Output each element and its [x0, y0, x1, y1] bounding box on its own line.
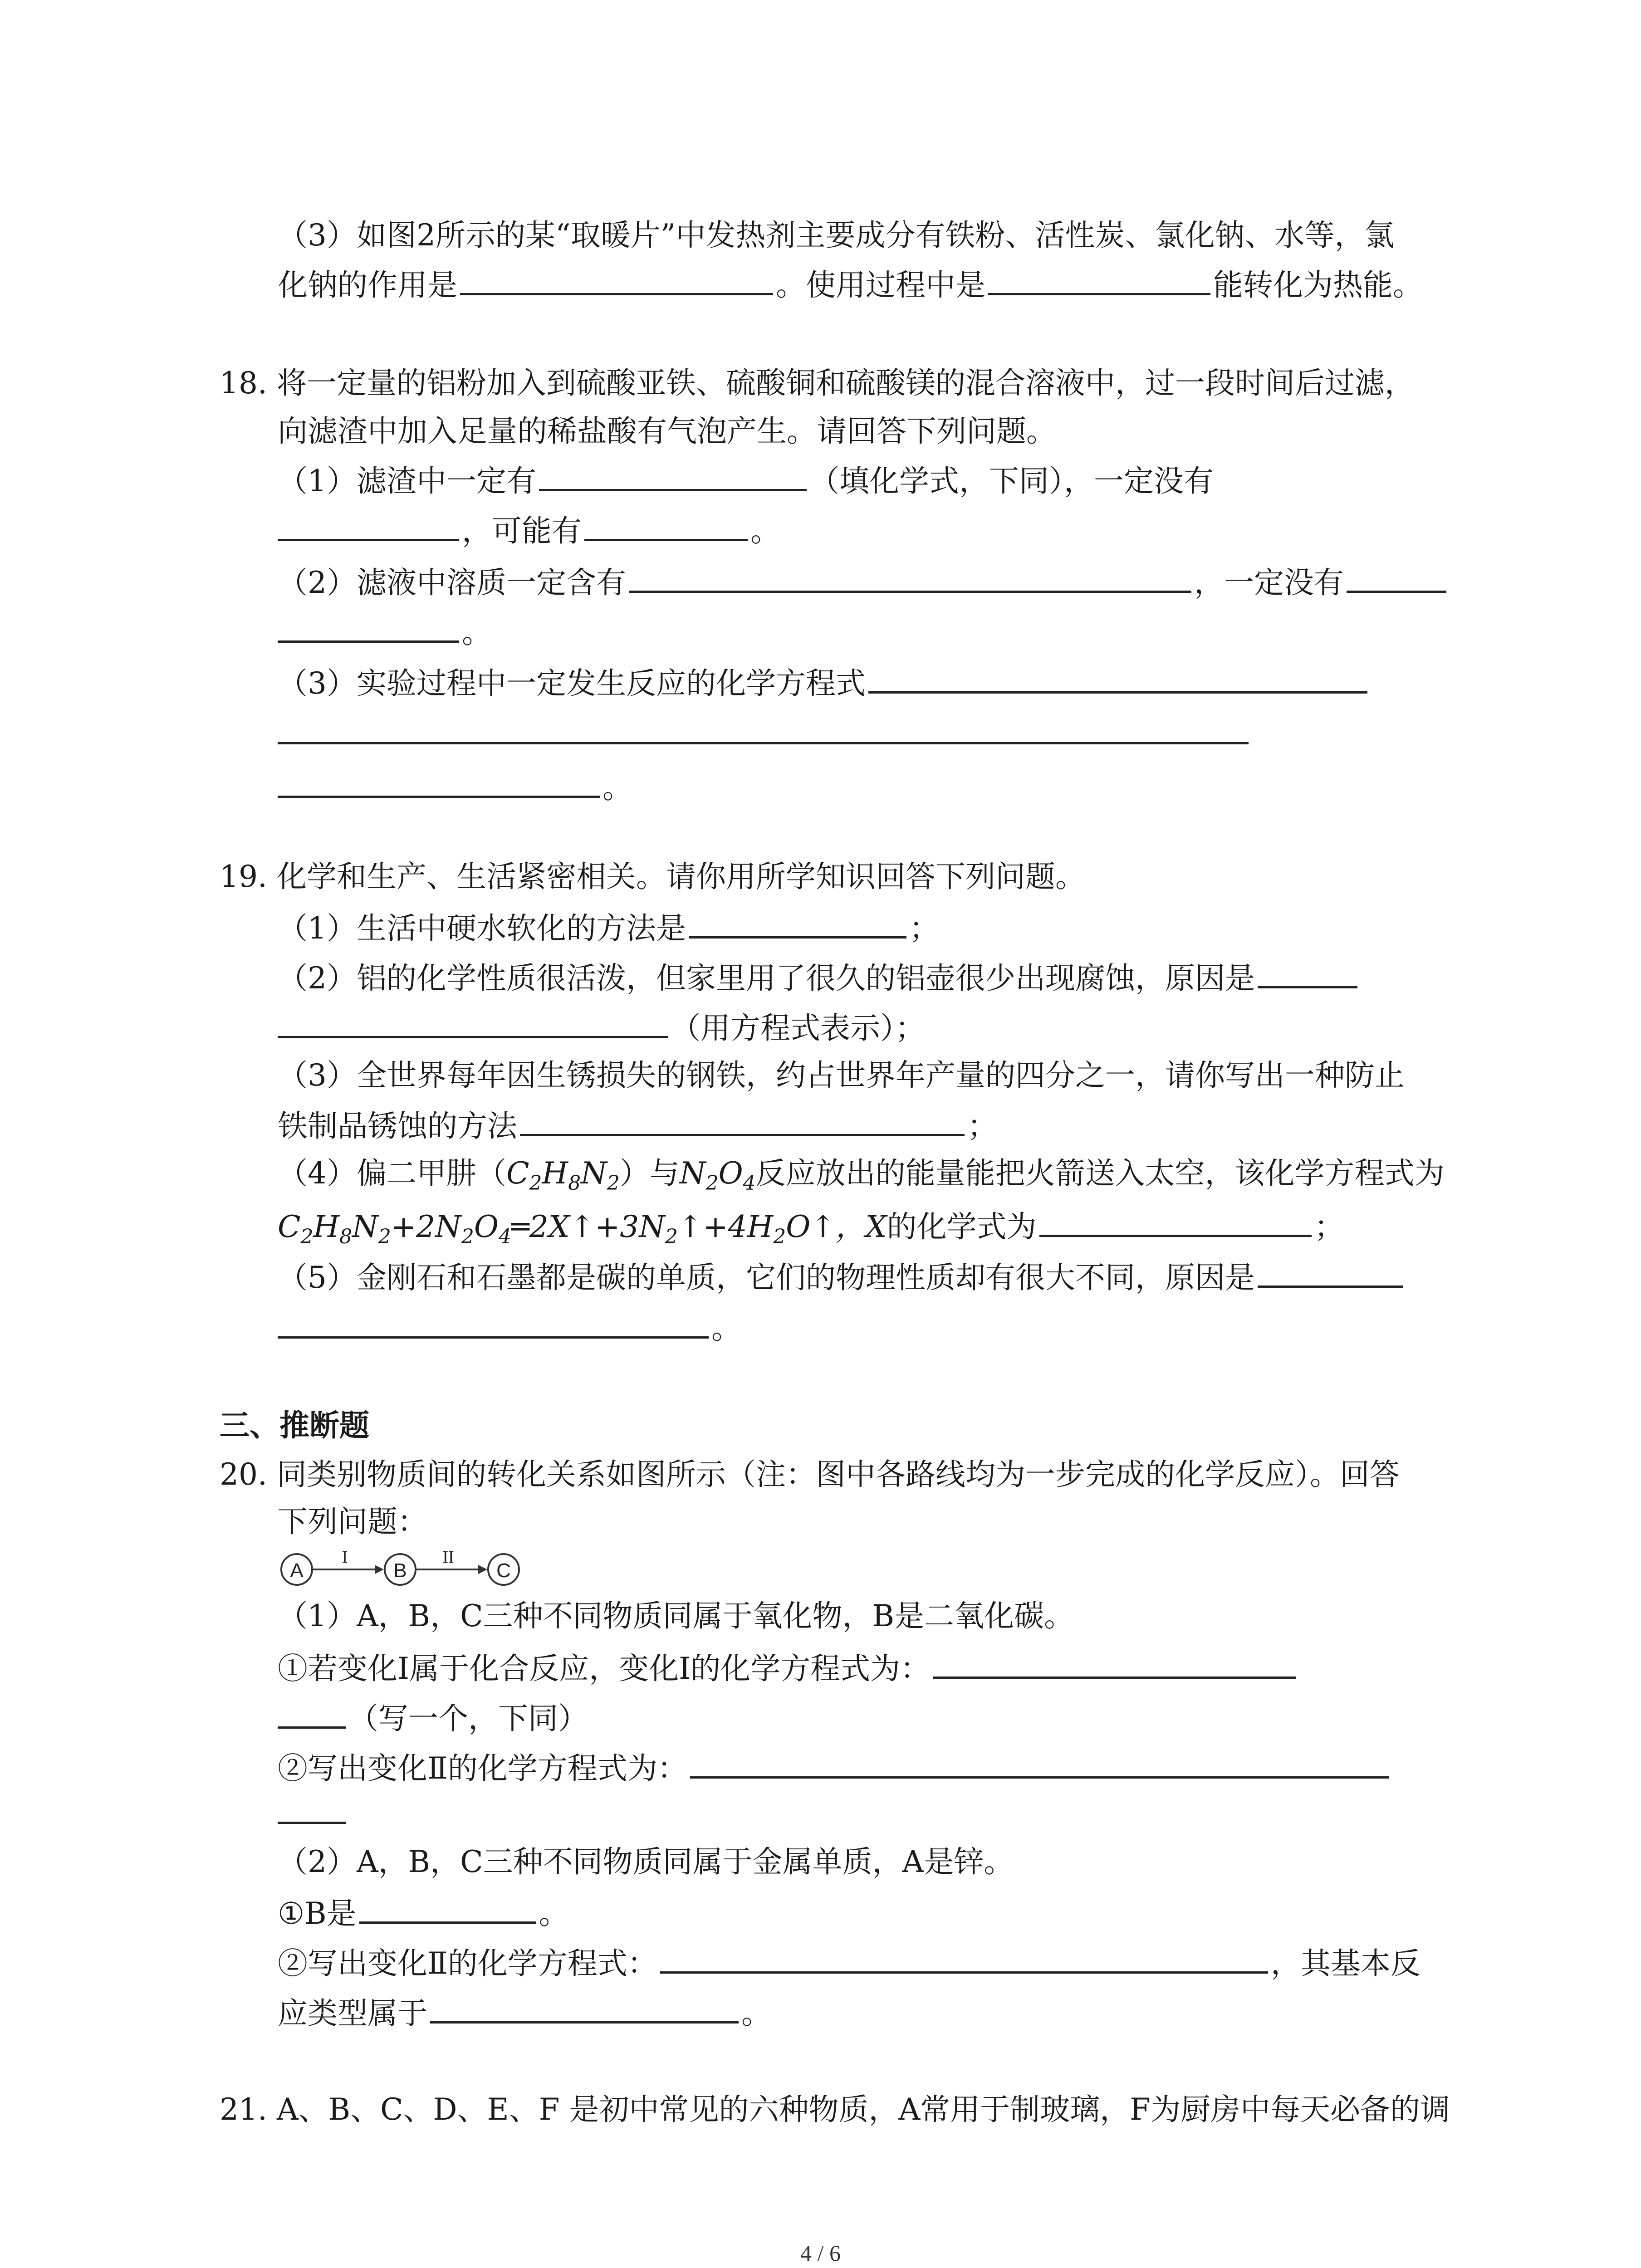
- node-a-label: A: [290, 1559, 304, 1582]
- q20-p1-ii-line1: ②写出变化Ⅱ的化学方程式为：: [278, 1746, 1391, 1787]
- q20-p1-i-line2: （写一个，下同）: [278, 1696, 588, 1737]
- answer-blank[interactable]: [520, 1104, 965, 1136]
- q19-p5-line2: 。: [278, 1306, 741, 1347]
- q20-p1: （1）A，B，C三种不同物质同属于氧化物，B是二氧化碳。: [278, 1598, 1074, 1633]
- q19-p3-line2: 铁制品锈蚀的方法 ；: [278, 1104, 997, 1145]
- q20-p1-i-line1: ①若变化Ⅰ属于化合反应，变化Ⅰ的化学方程式为：: [278, 1647, 1298, 1687]
- page-number: 4 / 6: [800, 2240, 841, 2266]
- q18-p3-line2: [278, 712, 1251, 753]
- answer-blank[interactable]: [689, 906, 906, 938]
- question-number: 19.: [220, 859, 267, 894]
- q19-p5-line1: （5）金刚石和石墨都是碳的单质，它们的物理性质却有很大不同，原因是: [278, 1256, 1406, 1296]
- answer-blank[interactable]: [278, 1006, 668, 1038]
- arrow-2-label: II: [442, 1548, 454, 1567]
- arrow-1-label: I: [342, 1548, 348, 1567]
- q19-p3-line1: （3）全世界每年因生锈损失的钢铁，约占世界年产量的四分之一，请你写出一种防止: [278, 1058, 1405, 1093]
- q20-p2-i: ①B是 。: [278, 1892, 569, 1932]
- chemical-equation: $C_2H_8N_2+2N_2O_4═2X↑+3N_2↑+4H_2O↑$，X: [278, 1209, 887, 1248]
- q19-p4-line2: $C_2H_8N_2+2N_2O_4═2X↑+3N_2↑+4H_2O↑$，X的化学式为 ；: [278, 1205, 1344, 1246]
- question-number: 20.: [220, 1457, 267, 1492]
- q18-p2-line1: （2）滤液中溶质一定含有 ，一定没有: [278, 561, 1449, 601]
- answer-blank[interactable]: [278, 1792, 346, 1824]
- q18-stem-line1: 18. 将一定量的铝粉加入到硫酸亚铁、硫酸铜和硫酸镁的混合溶液中，过一段时间后过滤，: [220, 366, 1415, 401]
- q20-stem-line2: 下列问题：: [278, 1504, 427, 1539]
- q18-stem-line2: 向滤渣中加入足量的稀盐酸有气泡产生。请回答下列问题。: [278, 414, 1056, 449]
- q18-p1-line2: ，可能有 。: [278, 509, 780, 550]
- question-number: 18.: [220, 366, 267, 401]
- q19-p2-line2: （用方程式表示）；: [278, 1006, 925, 1047]
- q20-p2: （2）A，B，C三种不同物质同属于金属单质，A是锌。: [278, 1844, 1014, 1879]
- q17-p3-line2: 化钠的作用是 。使用过程中是 能转化为热能。: [278, 263, 1423, 304]
- q19-p4-line1: （4）偏二甲肼$(C_2H_8N_2)$与$N_2O_4$反应放出的能量能把火箭送入太空，该化学方程式为: [278, 1156, 1445, 1195]
- answer-blank[interactable]: [868, 661, 1367, 694]
- q17-p3-line1: （3）如图2所示的某“取暖片”中发热剂主要成分有铁粉、活性炭、氯化钠、水等，氯: [278, 218, 1395, 253]
- q21-stem: 21. A、B、C、D、E、F 是初中常见的六种物质，A常用于制玻璃，F为厨房中每天必备的调: [220, 2092, 1450, 2127]
- answer-blank[interactable]: [629, 561, 1191, 593]
- conversion-diagram: [278, 1545, 532, 1594]
- answer-blank[interactable]: [988, 263, 1210, 295]
- answer-blank[interactable]: [660, 1941, 1268, 1974]
- answer-blank[interactable]: [1039, 1205, 1312, 1237]
- q20-stem-line1: 20. 同类别物质间的转化关系如图所示（注：图中各路线均为一步完成的化学反应）。回答: [220, 1457, 1400, 1492]
- section-title: 三、推断题: [220, 1408, 369, 1443]
- q20-p2-ii-line1: ②写出变化Ⅱ的化学方程式： ，其基本反: [278, 1941, 1421, 1982]
- q18-p1-line1: （1）滤渣中一定有 （填化学式，下同），一定没有: [278, 459, 1214, 500]
- q19-stem: 19. 化学和生产、生活紧密相关。请你用所学知识回答下列问题。: [220, 859, 1085, 894]
- answer-blank[interactable]: [430, 1991, 739, 2024]
- answer-blank[interactable]: [359, 1892, 536, 1924]
- arrow-1-head: [375, 1565, 384, 1574]
- answer-blank[interactable]: [278, 712, 1249, 744]
- answer-blank[interactable]: [278, 766, 600, 798]
- question-number: 21.: [220, 2092, 267, 2127]
- answer-blank[interactable]: [278, 611, 459, 643]
- q18-p3-line3: 。: [278, 766, 632, 807]
- q19-p2-line1: （2）铝的化学性质很活泼，但家里用了很久的铝壶很少出现腐蚀，原因是: [278, 956, 1360, 997]
- q18-p2-line2: 。: [278, 611, 492, 651]
- q18-p3-line1: （3）实验过程中一定发生反应的化学方程式: [278, 661, 1370, 702]
- answer-blank[interactable]: [278, 1306, 709, 1339]
- q19-p1: （1）生活中硬水软化的方法是 ；: [278, 906, 939, 947]
- q20-p1-ii-line2: [278, 1792, 348, 1833]
- answer-blank[interactable]: [278, 509, 459, 541]
- node-b-label: B: [393, 1559, 407, 1582]
- answer-blank[interactable]: [933, 1647, 1296, 1679]
- answer-blank[interactable]: [1258, 956, 1357, 988]
- answer-blank[interactable]: [1347, 561, 1446, 593]
- answer-blank[interactable]: [1258, 1256, 1403, 1288]
- answer-blank[interactable]: [690, 1746, 1389, 1779]
- q20-p2-ii-line2: 应类型属于 。: [278, 1991, 771, 2032]
- arrow-2-head: [478, 1565, 487, 1574]
- answer-blank[interactable]: [539, 459, 807, 491]
- answer-blank[interactable]: [460, 263, 773, 295]
- node-c-label: C: [496, 1559, 511, 1582]
- answer-blank[interactable]: [584, 509, 748, 541]
- answer-blank[interactable]: [278, 1696, 346, 1729]
